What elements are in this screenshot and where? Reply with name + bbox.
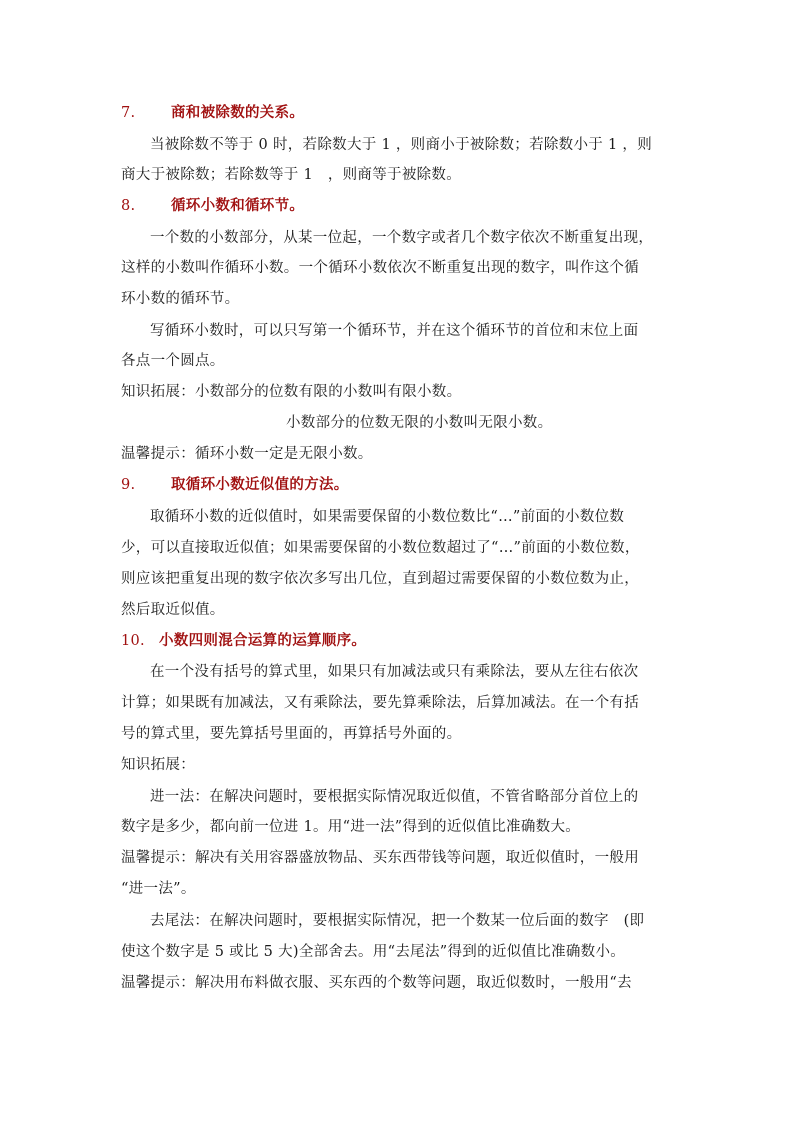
knowledge-extension: 知识拓展：: [121, 757, 195, 773]
warm-tip: 温馨提示：解决用布料做衣服、买东西的个数等问题，取近似数时，一般用“去: [121, 975, 632, 991]
paragraph-line: 计算；如果既有加减法，又有乘除法，要先算乘除法，后算加减法。在一个有括: [121, 695, 639, 711]
section-9-title: 取循环小数近似值的方法。: [171, 476, 349, 493]
paragraph-line: 这样的小数叫作循环小数。一个循环小数依次不断重复出现的数字，叫作这个循: [121, 260, 639, 276]
paragraph-line: 去尾法：在解决问题时，要根据实际情况，把一个数某一位后面的数字 (即: [150, 913, 645, 929]
section-10-title: 小数四则混合运算的运算顺序。: [159, 632, 367, 649]
paragraph-line: 在一个没有括号的算式里，如果只有加减法或只有乘除法，要从左往右依次: [150, 664, 639, 680]
paragraph-line: 一个数的小数部分，从某一位起，一个数字或者几个数字依次不断重复出现，: [150, 230, 654, 246]
paragraph-line: 环小数的循环节。: [121, 291, 240, 307]
paragraph-line: 使这个数字是 5 或比 5 大)全部舍去。用“去尾法”得到的近似值比准确数小。: [121, 944, 626, 960]
section-10-number: 10.: [121, 633, 145, 649]
section-10-heading: [121, 631, 366, 651]
paragraph-line: 取循环小数的近似值时，如果需要保留的小数位数比“…”前面的小数位数: [150, 509, 625, 525]
warm-tip: 温馨提示：循环小数一定是无限小数。: [121, 446, 373, 462]
section-8-heading: [121, 196, 304, 216]
paragraph-line: 则应该把重复出现的数字依次多写出几位，直到超过需要保留的小数位数为止，: [121, 571, 639, 587]
section-8-number: 8.: [121, 198, 136, 214]
paragraph-line: 写循环小数时，可以只写第一个循环节，并在这个循环节的首位和末位上面: [150, 323, 639, 339]
section-9-heading: [121, 475, 349, 495]
section-7-heading: [121, 103, 304, 123]
paragraph-line: 数字是多少，都向前一位进 1。用“进一法”得到的近似值比准确数大。: [121, 819, 581, 835]
section-7-title: 商和被除数的关系。: [171, 104, 305, 121]
section-7-number: 7.: [121, 105, 136, 121]
paragraph-line: 然后取近似值。: [121, 602, 225, 618]
paragraph-line: “进一法”。: [121, 881, 196, 897]
paragraph-line: 进一法：在解决问题时，要根据实际情况取近似值，不管省略部分首位上的: [150, 789, 639, 805]
section-9-number: 9.: [121, 477, 136, 493]
section-8-title: 循环小数和循环节。: [171, 197, 305, 214]
warm-tip: 温馨提示：解决有关用容器盛放物品、买东西带钱等问题，取近似值时，一般用: [121, 850, 639, 866]
knowledge-extension: 知识拓展：小数部分的位数有限的小数叫有限小数。: [121, 384, 462, 400]
paragraph-line: 当被除数不等于 0 时，若除数大于 1 ，则商小于被除数；若除数小于 1 ，则: [150, 137, 653, 153]
paragraph-line: 商大于被除数；若除数等于 1 ，则商等于被除数。: [121, 167, 462, 183]
paragraph-line: 各点一个圆点。: [121, 353, 225, 369]
paragraph-line: 小数部分的位数无限的小数叫无限小数。: [286, 415, 553, 431]
paragraph-line: 号的算式里，要先算括号里面的，再算括号外面的。: [121, 726, 462, 742]
paragraph-line: 少，可以直接取近似值；如果需要保留的小数位数超过了“…”前面的小数位数，: [121, 540, 640, 556]
